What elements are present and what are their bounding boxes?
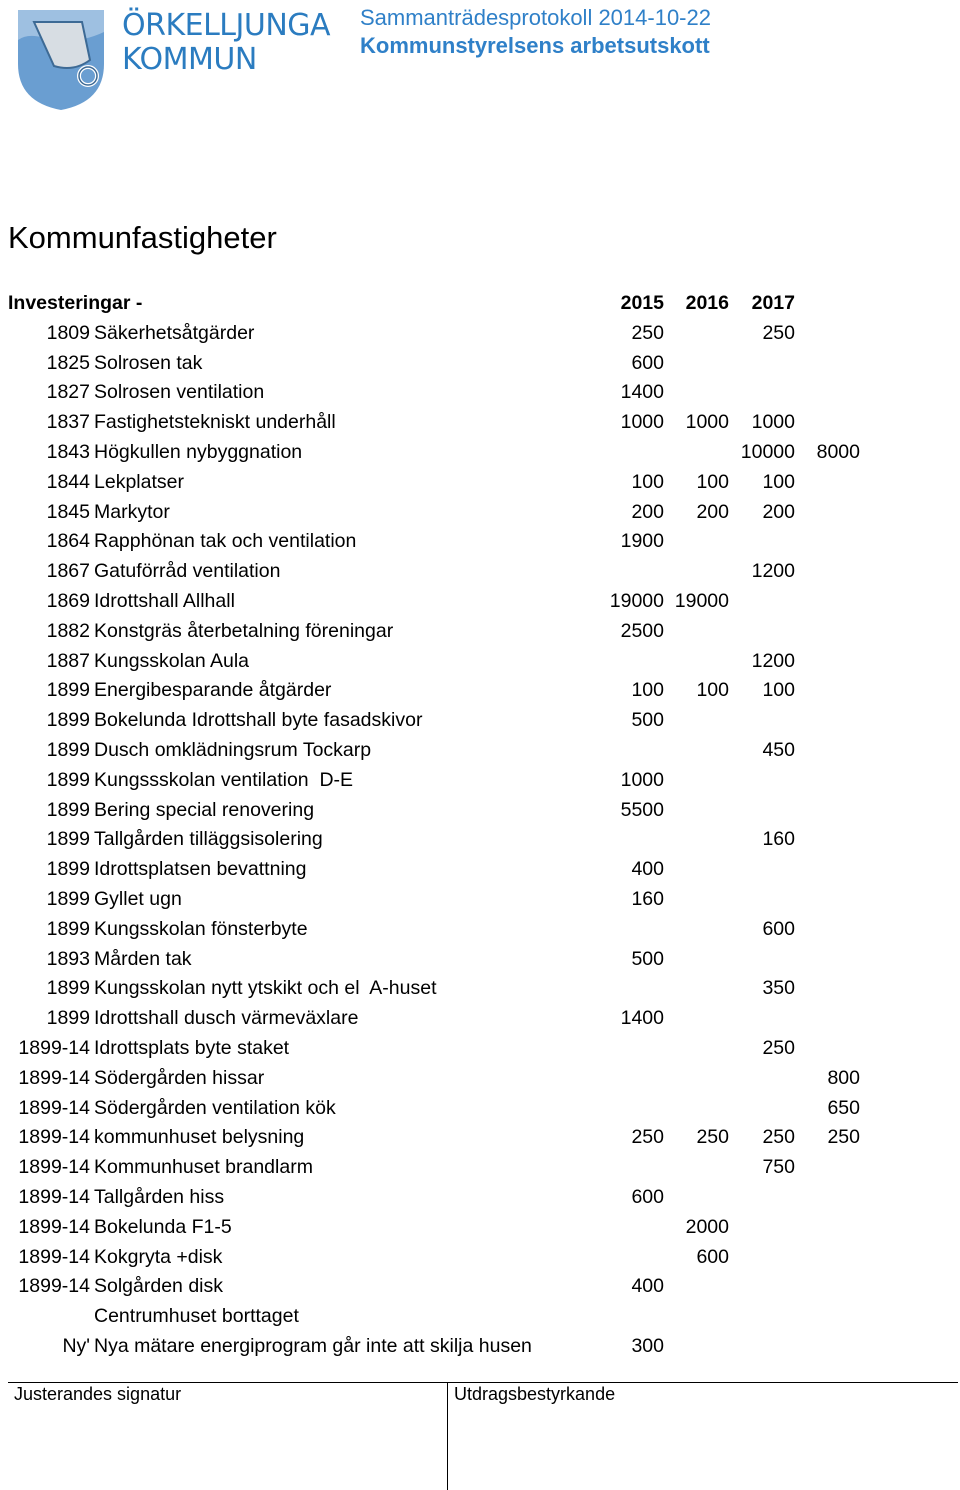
- kommun-logo: [4, 2, 331, 112]
- item-description: Mården tak: [94, 947, 192, 970]
- item-code: 1844: [46, 470, 90, 493]
- value-2015: 1000: [620, 768, 664, 791]
- item-code: 1899-14: [18, 1156, 90, 1179]
- value-2017: 160: [762, 828, 795, 851]
- item-code: 1899-14: [18, 1185, 90, 1208]
- item-code: 1893: [46, 947, 90, 970]
- value-2017: 100: [762, 679, 795, 702]
- table-row: [0, 795, 960, 825]
- value-2017: 250: [762, 1036, 795, 1059]
- table-row: [0, 1212, 960, 1242]
- value-2017: 200: [762, 500, 795, 523]
- item-description: kommunhuset belysning: [94, 1126, 305, 1149]
- item-code: 1869: [46, 589, 90, 612]
- logo-text-line2: KOMMUN: [122, 42, 257, 77]
- document-subtitle: Kommunstyrelsens arbetsutskott: [360, 33, 710, 58]
- value-2015: 1900: [620, 530, 664, 553]
- item-code: 1843: [46, 440, 90, 463]
- value-extra: 8000: [816, 440, 860, 463]
- footer-divider-vertical: [447, 1382, 448, 1490]
- value-2017: 10000: [740, 440, 795, 463]
- table-row: [0, 884, 960, 914]
- value-2015: 1400: [620, 1007, 664, 1030]
- value-2015: 250: [631, 321, 664, 344]
- coat-of-arms-icon: [4, 2, 114, 112]
- item-code: 1899-14: [18, 1036, 90, 1059]
- table-row: [0, 1122, 960, 1152]
- value-2015: 600: [631, 1185, 664, 1208]
- table-row: [0, 1242, 960, 1272]
- table-row: [0, 914, 960, 944]
- table-row: [0, 1152, 960, 1182]
- value-2015: 200: [631, 500, 664, 523]
- value-2017: 250: [762, 1126, 795, 1149]
- investment-table: [0, 288, 960, 1361]
- item-description: Bokelunda Idrottshall byte fasadskivor: [94, 709, 423, 732]
- item-code: 1867: [46, 560, 90, 583]
- item-description: Solrosen tak: [94, 351, 203, 374]
- item-description: Tallgården hiss: [94, 1185, 225, 1208]
- table-row: [0, 467, 960, 497]
- table-row: [0, 1271, 960, 1301]
- value-2017: 1000: [751, 411, 795, 434]
- value-2017: 450: [762, 738, 795, 761]
- value-2017: 600: [762, 917, 795, 940]
- item-description: Markytor: [94, 500, 170, 523]
- item-description: Konstgräs återbetalning föreningar: [94, 619, 394, 642]
- table-header-row: [0, 288, 960, 318]
- table-row: [0, 944, 960, 974]
- value-2017: 1200: [751, 649, 795, 672]
- table-row: [0, 556, 960, 586]
- item-description: Södergården hissar: [94, 1066, 265, 1089]
- item-code: 1899: [46, 887, 90, 910]
- document-header: [360, 4, 711, 60]
- item-description: Säkerhetsåtgärder: [94, 321, 255, 344]
- table-row: [0, 586, 960, 616]
- table-row: [0, 437, 960, 467]
- table-row: [0, 854, 960, 884]
- value-2016: 250: [696, 1126, 729, 1149]
- item-description: Bering special renovering: [94, 798, 315, 821]
- item-description: Kokgryta +disk: [94, 1245, 223, 1268]
- value-extra: 650: [827, 1096, 860, 1119]
- year-header: 2017: [751, 292, 795, 314]
- value-2015: 19000: [609, 589, 664, 612]
- table-row: [0, 735, 960, 765]
- table-row: [0, 377, 960, 407]
- table-row: [0, 675, 960, 705]
- item-code: 1899: [46, 828, 90, 851]
- item-code: 1899-14: [18, 1245, 90, 1268]
- value-2016: 100: [696, 470, 729, 493]
- table-row: [0, 318, 960, 348]
- item-code: 1899: [46, 798, 90, 821]
- item-code: 1899-14: [18, 1275, 90, 1298]
- item-description: Kungsskolan fönsterbyte: [94, 917, 308, 940]
- table-row: [0, 973, 960, 1003]
- value-2015: 5500: [620, 798, 664, 821]
- item-code: 1899-14: [18, 1126, 90, 1149]
- year-header: 2016: [685, 292, 729, 314]
- value-2015: 400: [631, 858, 664, 881]
- value-2016: 2000: [685, 1215, 729, 1238]
- item-description: Kungssskolan ventilation D-E: [94, 768, 354, 791]
- item-description: Gyllet ugn: [94, 887, 182, 910]
- value-2017: 100: [762, 470, 795, 493]
- footer-divider-horizontal: [8, 1382, 958, 1383]
- item-description: Solgården disk: [94, 1275, 223, 1298]
- item-code: 1827: [46, 381, 90, 404]
- value-2015: 2500: [620, 619, 664, 642]
- item-code: 1899: [46, 1007, 90, 1030]
- value-extra: 800: [827, 1066, 860, 1089]
- value-2015: 300: [631, 1334, 664, 1357]
- year-header: 2015: [620, 292, 664, 314]
- section-title: Kommunfastigheter: [8, 220, 277, 255]
- table-row: [0, 1331, 960, 1361]
- item-description: Idrottsplatsen bevattning: [94, 858, 307, 881]
- table-row: [0, 765, 960, 795]
- value-2017: 350: [762, 977, 795, 1000]
- item-code: 1899: [46, 977, 90, 1000]
- value-2015: 100: [631, 470, 664, 493]
- item-code: 1887: [46, 649, 90, 672]
- item-code: 1882: [46, 619, 90, 642]
- value-2015: 160: [631, 887, 664, 910]
- item-description: Idrottshall Allhall: [94, 589, 235, 612]
- table-row: [0, 616, 960, 646]
- signature-label: Justerandes signatur: [14, 1384, 182, 1404]
- value-2015: 600: [631, 351, 664, 374]
- logo-text-line1: ÖRKELLJUNGA: [122, 8, 331, 43]
- item-description: Nya mätare energiprogram går inte att skilja husen: [94, 1334, 532, 1357]
- item-description: Energibesparande åtgärder: [94, 679, 332, 702]
- value-2015: 100: [631, 679, 664, 702]
- item-code: 1899-14: [18, 1096, 90, 1119]
- value-2015: 400: [631, 1275, 664, 1298]
- value-2015: 500: [631, 709, 664, 732]
- value-2016: 19000: [674, 589, 729, 612]
- item-description: Idrottshall dusch värmeväxlare: [94, 1007, 359, 1030]
- value-extra: 250: [827, 1126, 860, 1149]
- item-description: Idrottsplats byte staket: [94, 1036, 290, 1059]
- value-2017: 1200: [751, 560, 795, 583]
- item-code: Ny': [62, 1334, 90, 1357]
- table-heading: Investeringar -: [8, 292, 143, 314]
- item-code: 1899-14: [18, 1215, 90, 1238]
- item-description: Rapphönan tak och ventilation: [94, 530, 357, 553]
- item-description: Högkullen nybyggnation: [94, 440, 303, 463]
- item-code: 1899: [46, 738, 90, 761]
- value-2017: 250: [762, 321, 795, 344]
- item-code: 1837: [46, 411, 90, 434]
- value-2015: 250: [631, 1126, 664, 1149]
- table-row: [0, 824, 960, 854]
- item-code: 1825: [46, 351, 90, 374]
- value-2016: 1000: [685, 411, 729, 434]
- table-row: [0, 646, 960, 676]
- item-description: Fastighetstekniskt underhåll: [94, 411, 336, 434]
- value-2017: 750: [762, 1156, 795, 1179]
- item-description: Kungsskolan Aula: [94, 649, 250, 672]
- item-code: 1899: [46, 917, 90, 940]
- item-code: 1809: [46, 321, 90, 344]
- value-2016: 100: [696, 679, 729, 702]
- item-description: Kungsskolan nytt ytskikt och el A-huset: [94, 977, 437, 1000]
- table-row: [0, 1301, 960, 1331]
- table-row: [0, 1093, 960, 1123]
- item-code: 1845: [46, 500, 90, 523]
- item-code: 1899-14: [18, 1066, 90, 1089]
- table-row: [0, 1033, 960, 1063]
- item-code: 1899: [46, 768, 90, 791]
- item-description: Centrumhuset borttaget: [94, 1305, 299, 1328]
- table-row: [0, 1063, 960, 1093]
- item-description: Solrosen ventilation: [94, 381, 265, 404]
- item-description: Lekplatser: [94, 470, 184, 493]
- table-row: [0, 705, 960, 735]
- table-row: [0, 497, 960, 527]
- item-code: 1899: [46, 858, 90, 881]
- value-2016: 600: [696, 1245, 729, 1268]
- document-title: Sammanträdesprotokoll 2014-10-22: [360, 5, 711, 30]
- item-description: Bokelunda F1-5: [94, 1215, 232, 1238]
- item-description: Tallgården tilläggsisolering: [94, 828, 323, 851]
- value-2015: 500: [631, 947, 664, 970]
- item-description: Södergården ventilation kök: [94, 1096, 336, 1119]
- item-code: 1899: [46, 679, 90, 702]
- value-2016: 200: [696, 500, 729, 523]
- item-description: Kommunhuset brandlarm: [94, 1156, 313, 1179]
- table-row: [0, 1003, 960, 1033]
- value-2015: 1400: [620, 381, 664, 404]
- table-row: [0, 526, 960, 556]
- item-code: 1899: [46, 709, 90, 732]
- item-code: 1864: [46, 530, 90, 553]
- item-description: Gatuförråd ventilation: [94, 560, 281, 583]
- certification-label: Utdragsbestyrkande: [454, 1384, 616, 1404]
- item-description: Dusch omklädningsrum Tockarp: [94, 738, 372, 761]
- value-2015: 1000: [620, 411, 664, 434]
- table-row: [0, 348, 960, 378]
- table-row: [0, 1182, 960, 1212]
- table-row: [0, 407, 960, 437]
